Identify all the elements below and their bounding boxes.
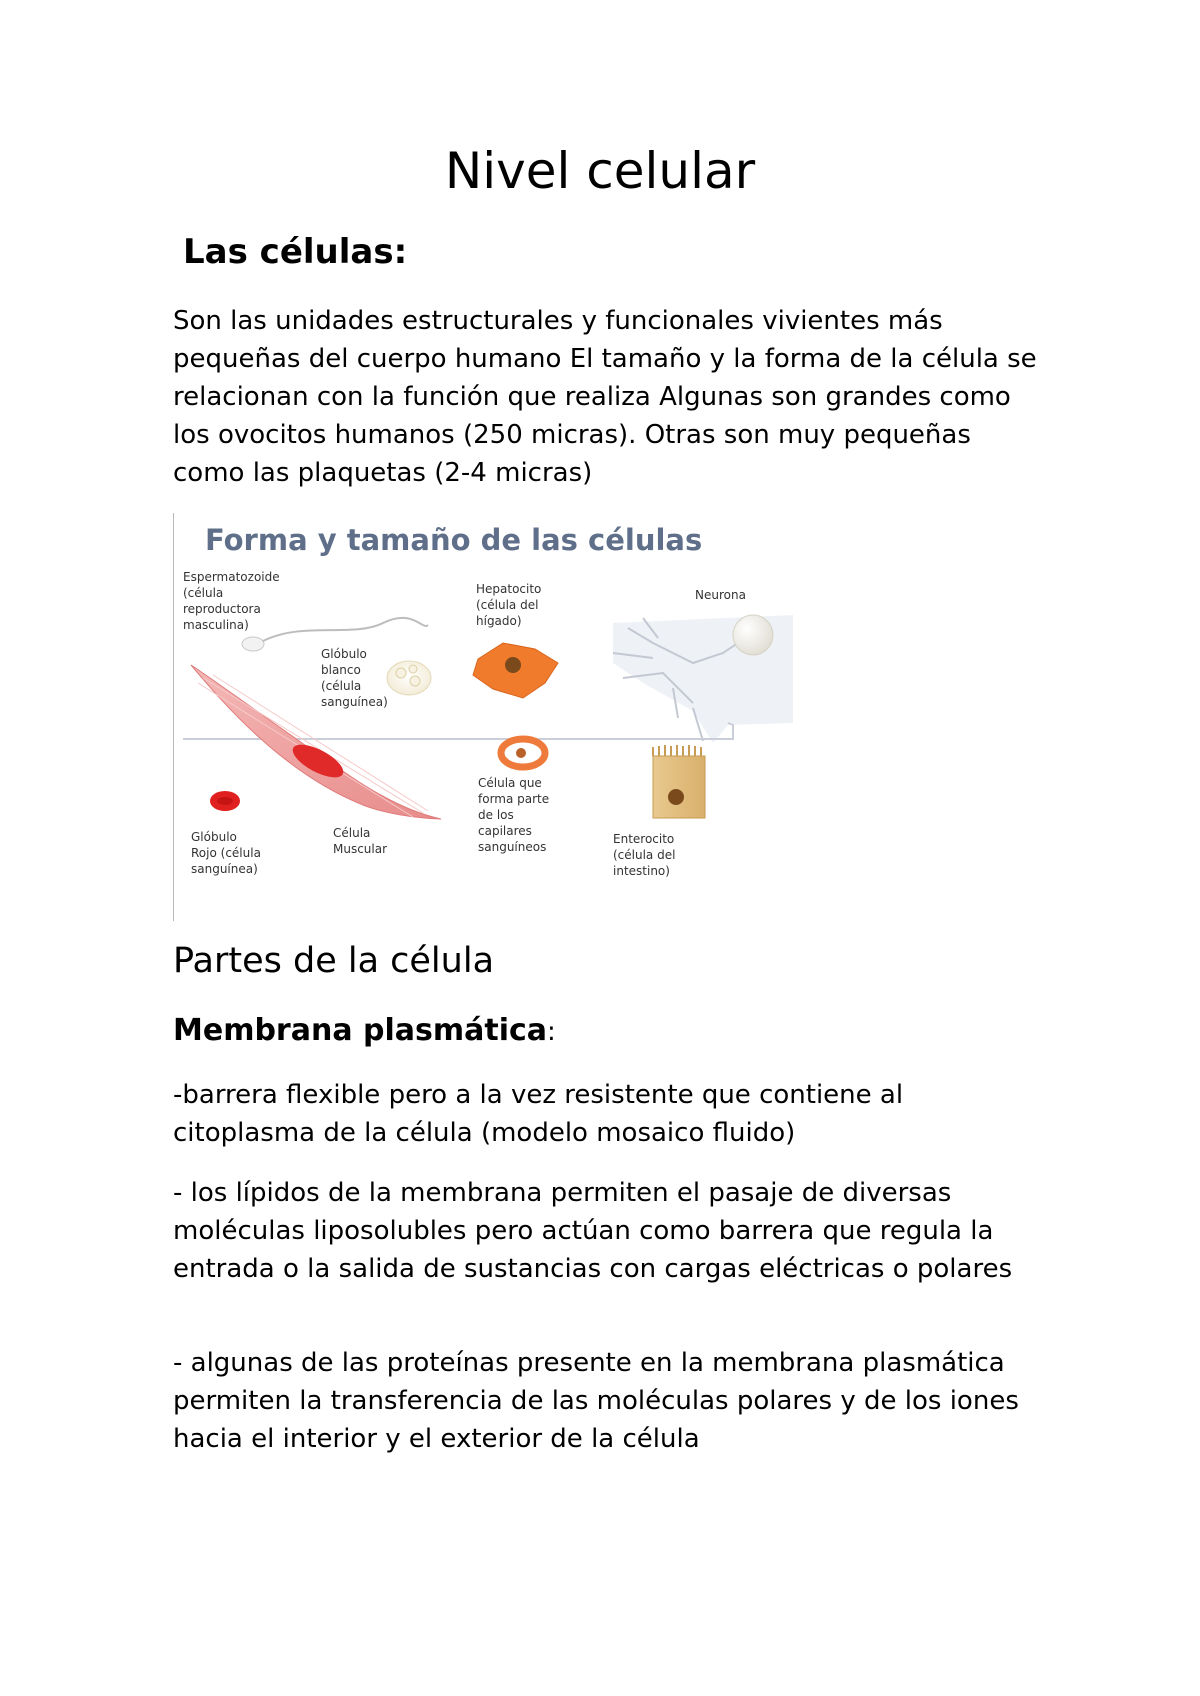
red-blood-cell [210, 791, 240, 811]
cells-paragraph: Son las unidades estructurales y funcionales vivientes más pequeñas del cuerpo humano El tamaño y la forma de la célula se relacionan con la función que realiza Algunas son grandes como los ovocitos humanos (250 micras). Otras son muy pequeñas como las plaquetas (2-4 micras) [173, 306, 1037, 488]
capillary-label: Célula que forma parte de los capilares sanguíneos [478, 776, 550, 854]
section-heading-cells: Las células: [183, 232, 408, 272]
cell-shapes-illustration [173, 513, 803, 921]
red-cell-label: Glóbulo Rojo (célula sanguínea) [191, 830, 261, 876]
capillary-cell [501, 739, 545, 767]
membrane-item: - algunas de las proteínas presente en la membrana plasmática permiten la transferencia de las moléculas polares y de los iones hacia el interior y el exterior de la célula [173, 1348, 1019, 1454]
membrane-heading-colon: : [547, 1017, 556, 1047]
membrane-item: -barrera flexible pero a la vez resistente que contiene al citoplasma de la célula (modelo mosaico fluido) [173, 1080, 904, 1148]
membrane-heading-text: Membrana plasmática [173, 1013, 548, 1048]
figure-title: Forma y tamaño de las células [205, 523, 703, 557]
membrane-heading [173, 1013, 556, 1048]
hepatocyte-cell [473, 643, 558, 698]
white-blood-cell [387, 661, 431, 695]
sperm-label: Espermatozoide (célula reproductora masculina) [183, 570, 280, 632]
muscle-label: Célula Muscular [333, 826, 388, 856]
figure-left-border [173, 513, 174, 921]
cell-shapes-figure [173, 513, 803, 921]
membrane-item: - los lípidos de la membrana permiten el pasaje de diversas moléculas liposolubles pero actúan como barrera que regula la entrada o la salida de sustancias con cargas eléctricas o polares [173, 1178, 1013, 1284]
white-cell-label: Glóbulo blanco (célula sanguínea) [321, 647, 388, 709]
section-heading-parts: Partes de la célula [173, 941, 495, 981]
enterocyte-label: Enterocito (célula del intestino) [613, 832, 676, 878]
enterocyte-cell [653, 745, 705, 818]
page-title: Nivel celular [444, 142, 756, 200]
hepatocyte-label: Hepatocito (célula del hígado) [476, 582, 542, 628]
neuron-label: Neurona [695, 588, 746, 602]
